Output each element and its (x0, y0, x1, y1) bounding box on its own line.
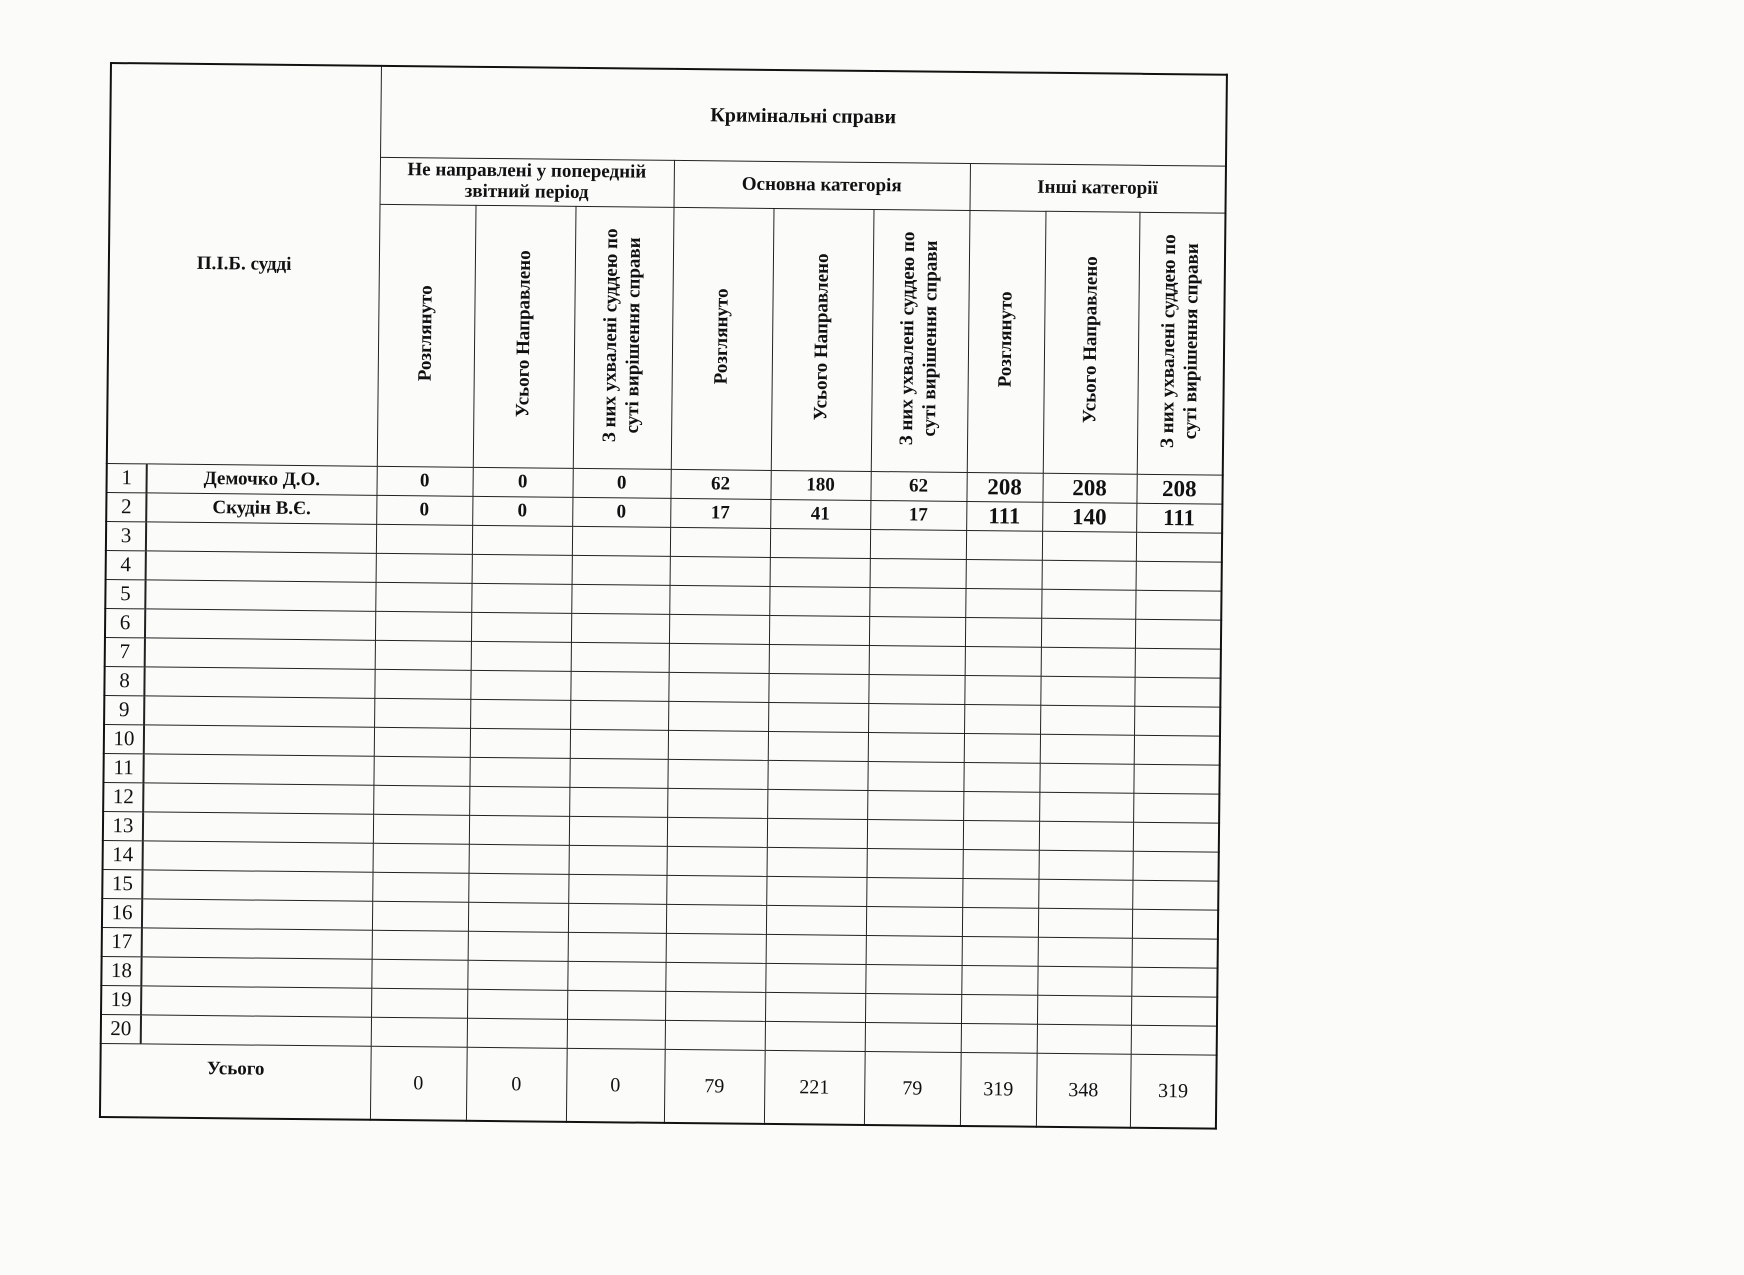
cell-main-total-sent: 180 (770, 470, 870, 500)
cell-other-considered (961, 965, 1037, 995)
cell-not-sent-considered (375, 611, 471, 641)
cell-not-sent-total-sent (469, 844, 569, 874)
row-number: 12 (103, 782, 143, 811)
cell-other-decided-on-merits: 208 (1136, 474, 1222, 504)
judge-name (142, 899, 372, 930)
cell-main-total-sent (768, 731, 868, 761)
subcol-header-other-total-sent (1043, 211, 1140, 474)
cell-not-sent-total-sent (468, 902, 568, 932)
subcol-header-other-considered (967, 211, 1046, 474)
row-number: 17 (102, 927, 142, 956)
total-main-decided-on-merits: 79 (864, 1051, 961, 1126)
cell-other-total-sent (1040, 734, 1134, 764)
cell-main-decided-on-merits (865, 993, 961, 1023)
cell-other-total-sent (1037, 1024, 1131, 1054)
cell-main-total-sent (765, 992, 865, 1022)
cell-not-sent-total-sent: 0 (472, 467, 572, 497)
row-number: 7 (105, 637, 145, 666)
cell-other-decided-on-merits (1131, 1025, 1217, 1055)
cell-main-considered (668, 701, 768, 731)
cell-main-considered (665, 1020, 765, 1050)
subcol-header-main-decided-on-merits (871, 210, 970, 473)
judge-name (144, 725, 374, 756)
cell-main-total-sent (766, 876, 866, 906)
cell-main-total-sent (767, 847, 867, 877)
cell-not-sent-total-sent (469, 815, 569, 845)
judge-name-header: П.І.Б. судді (107, 63, 381, 466)
subcol-header-text: Розглянуто (414, 284, 437, 381)
cell-not-sent-considered (373, 814, 469, 844)
subcol-header-text: З них ухвалені суддею по суті вирішення справи (896, 230, 943, 445)
subcol-header-main-considered (671, 207, 774, 470)
judge-name (145, 638, 375, 669)
cell-other-considered (961, 1023, 1037, 1053)
cell-not-sent-decided-on-merits (570, 729, 668, 759)
cell-other-considered (963, 762, 1039, 792)
cell-not-sent-total-sent (469, 757, 569, 787)
judge-name (144, 696, 374, 727)
cell-main-considered (668, 672, 768, 702)
cell-other-total-sent (1041, 618, 1135, 648)
cell-main-decided-on-merits (868, 674, 964, 704)
cell-not-sent-total-sent (468, 931, 568, 961)
cell-main-considered (669, 585, 769, 615)
cell-not-sent-considered (372, 872, 468, 902)
cell-main-decided-on-merits (869, 616, 965, 646)
cell-main-decided-on-merits (867, 819, 963, 849)
cell-not-sent-total-sent (470, 728, 570, 758)
cell-not-sent-total-sent (468, 873, 568, 903)
subcol-header-main-total-sent (771, 208, 874, 471)
row-number: 6 (105, 608, 145, 637)
group-header-other-categories: Інші категорії (969, 164, 1225, 214)
subcol-header-other-decided-on-merits (1137, 212, 1226, 475)
cell-other-considered (964, 733, 1040, 763)
cell-other-total-sent (1040, 705, 1134, 735)
judge-name: Демочко Д.О. (146, 464, 376, 495)
subcol-header-text: З них ухвалені суддею по суті вирішення справи (599, 227, 646, 442)
cell-not-sent-decided-on-merits (570, 671, 668, 701)
cell-other-decided-on-merits (1133, 822, 1219, 852)
total-other-decided-on-merits: 319 (1130, 1054, 1217, 1128)
cell-main-total-sent (770, 528, 870, 558)
cell-main-decided-on-merits (866, 877, 962, 907)
cell-not-sent-decided-on-merits (569, 758, 667, 788)
cell-not-sent-considered (374, 727, 470, 757)
cell-other-total-sent (1039, 821, 1133, 851)
cell-main-considered (666, 904, 766, 934)
cell-main-decided-on-merits (869, 587, 965, 617)
cell-not-sent-total-sent (467, 989, 567, 1019)
cell-not-sent-total-sent (472, 525, 572, 555)
subcol-header-text: З них ухвалені суддею по суті вирішення справи (1156, 233, 1203, 448)
judge-name: Скудін В.Є. (146, 493, 376, 524)
cell-other-total-sent (1042, 531, 1136, 561)
cell-not-sent-total-sent (467, 1018, 567, 1048)
cell-not-sent-total-sent (470, 699, 570, 729)
total-other-considered: 319 (960, 1052, 1037, 1126)
cell-not-sent-total-sent (470, 670, 570, 700)
cell-not-sent-considered (373, 756, 469, 786)
total-label: Усього (100, 1043, 371, 1119)
cell-not-sent-decided-on-merits (567, 1019, 665, 1049)
cell-not-sent-decided-on-merits (567, 990, 665, 1020)
cell-not-sent-decided-on-merits (571, 613, 669, 643)
judge-name (142, 870, 372, 901)
cell-main-considered (669, 643, 769, 673)
group-header-not-sent: Не направлені у попередній звітний період (380, 157, 674, 207)
judge-name (146, 551, 376, 582)
cell-main-total-sent (769, 586, 869, 616)
cell-other-total-sent (1038, 908, 1132, 938)
cell-other-decided-on-merits (1135, 648, 1221, 678)
cell-other-total-sent (1037, 995, 1131, 1025)
subcol-header-text: Розглянуто (710, 287, 733, 385)
total-row (100, 1043, 1217, 1128)
cell-main-decided-on-merits (866, 935, 962, 965)
cell-other-total-sent (1041, 647, 1135, 677)
cell-main-considered (666, 875, 766, 905)
cell-other-considered (965, 617, 1041, 647)
cell-other-decided-on-merits (1135, 619, 1221, 649)
subcol-header-not-sent-considered (377, 204, 476, 467)
cell-not-sent-considered (375, 640, 471, 670)
cell-other-considered (962, 907, 1038, 937)
cell-other-decided-on-merits (1136, 561, 1222, 591)
subcol-header-text: Усього Направлено (511, 250, 535, 418)
total-not-sent-considered: 0 (370, 1046, 467, 1121)
row-number: 3 (106, 521, 146, 550)
judge-name (143, 783, 373, 814)
cell-other-decided-on-merits (1132, 880, 1218, 910)
cell-other-considered (962, 849, 1038, 879)
cell-main-considered (667, 817, 767, 847)
cell-not-sent-considered (374, 698, 470, 728)
cell-main-total-sent (768, 673, 868, 703)
cell-main-decided-on-merits (870, 558, 966, 588)
cell-main-decided-on-merits: 62 (870, 471, 966, 501)
cell-other-total-sent: 140 (1042, 502, 1136, 532)
judge-name (145, 609, 375, 640)
cell-not-sent-decided-on-merits (569, 816, 667, 846)
cell-not-sent-decided-on-merits (569, 787, 667, 817)
row-number: 1 (106, 463, 146, 492)
cell-other-considered: 111 (966, 501, 1042, 531)
cell-not-sent-total-sent: 0 (472, 496, 572, 526)
cell-main-total-sent (768, 702, 868, 732)
cell-main-considered (665, 962, 765, 992)
row-number: 8 (104, 666, 144, 695)
cell-main-decided-on-merits (869, 645, 965, 675)
subcol-header-text: Усього Направлено (809, 253, 833, 421)
cell-other-considered: 208 (966, 472, 1042, 502)
cell-other-considered (964, 704, 1040, 734)
cell-not-sent-decided-on-merits (572, 526, 670, 556)
cell-main-decided-on-merits: 17 (870, 500, 966, 530)
cell-other-decided-on-merits (1132, 851, 1218, 881)
total-other-total-sent: 348 (1036, 1053, 1131, 1127)
cell-other-decided-on-merits (1135, 590, 1221, 620)
cell-other-considered (965, 646, 1041, 676)
cell-other-total-sent: 208 (1042, 473, 1136, 503)
cell-not-sent-considered: 0 (376, 495, 472, 525)
cell-not-sent-considered (371, 988, 467, 1018)
cell-other-total-sent (1039, 792, 1133, 822)
cell-not-sent-decided-on-merits (571, 642, 669, 672)
row-number: 15 (102, 869, 142, 898)
cell-not-sent-decided-on-merits (571, 584, 669, 614)
cell-other-total-sent (1040, 676, 1134, 706)
cell-not-sent-considered (371, 1017, 467, 1047)
row-number: 14 (103, 840, 143, 869)
cell-other-considered (965, 588, 1041, 618)
cell-not-sent-decided-on-merits (570, 700, 668, 730)
cell-other-considered (961, 994, 1037, 1024)
cell-other-considered (966, 559, 1042, 589)
row-number: 19 (101, 985, 141, 1014)
total-not-sent-total-sent: 0 (466, 1047, 567, 1122)
cell-not-sent-considered (372, 901, 468, 931)
cell-main-considered (668, 730, 768, 760)
cell-main-total-sent (766, 934, 866, 964)
cell-main-considered (665, 991, 765, 1021)
cell-not-sent-considered (376, 553, 472, 583)
cell-main-considered (669, 614, 769, 644)
cell-other-total-sent (1037, 966, 1131, 996)
court-report-sheet (99, 62, 1228, 1130)
row-number: 4 (106, 550, 146, 579)
cell-other-decided-on-merits (1131, 996, 1217, 1026)
cell-main-total-sent (770, 557, 870, 587)
judge-name (146, 522, 376, 553)
cell-main-decided-on-merits (865, 964, 961, 994)
subcol-header-not-sent-decided-on-merits (573, 206, 674, 469)
cell-not-sent-considered (372, 930, 468, 960)
cell-other-total-sent (1042, 560, 1136, 590)
row-number: 16 (102, 898, 142, 927)
cell-main-decided-on-merits (867, 848, 963, 878)
row-number: 20 (101, 1014, 141, 1043)
judge-name (141, 957, 371, 988)
cell-other-decided-on-merits (1134, 735, 1220, 765)
cell-not-sent-decided-on-merits: 0 (572, 497, 670, 527)
cell-main-total-sent (767, 760, 867, 790)
row-number: 2 (106, 492, 146, 521)
cell-not-sent-decided-on-merits (572, 555, 670, 585)
cell-other-total-sent (1038, 879, 1132, 909)
cell-main-considered (670, 527, 770, 557)
cell-main-considered (666, 933, 766, 963)
group-header-main-category: Основна категорія (674, 160, 970, 210)
total-not-sent-decided-on-merits: 0 (566, 1048, 665, 1123)
judge-name (143, 812, 373, 843)
row-number: 11 (103, 753, 143, 782)
cell-other-considered (963, 791, 1039, 821)
cell-main-total-sent (766, 905, 866, 935)
row-number: 18 (101, 956, 141, 985)
cell-not-sent-total-sent (471, 641, 571, 671)
cell-main-total-sent (769, 615, 869, 645)
cell-not-sent-total-sent (469, 786, 569, 816)
row-number: 10 (104, 724, 144, 753)
cell-not-sent-considered (371, 959, 467, 989)
cell-main-decided-on-merits (870, 529, 966, 559)
judge-name (141, 1015, 371, 1046)
cell-other-considered (962, 936, 1038, 966)
cell-main-total-sent (765, 1021, 865, 1051)
cell-not-sent-decided-on-merits (568, 932, 666, 962)
cell-other-decided-on-merits (1133, 764, 1219, 794)
judge-name (143, 841, 373, 872)
judge-name (143, 754, 373, 785)
cell-main-total-sent (765, 963, 865, 993)
cell-other-total-sent (1041, 589, 1135, 619)
cell-not-sent-total-sent (471, 612, 571, 642)
cell-other-considered (964, 675, 1040, 705)
cell-main-decided-on-merits (866, 906, 962, 936)
judge-name (144, 667, 374, 698)
cell-other-decided-on-merits: 111 (1136, 503, 1222, 533)
cell-not-sent-considered: 0 (376, 466, 472, 496)
cell-not-sent-considered (375, 582, 471, 612)
cell-main-total-sent (767, 818, 867, 848)
cell-not-sent-decided-on-merits: 0 (572, 468, 670, 498)
cell-other-total-sent (1038, 937, 1132, 967)
cell-not-sent-considered (376, 524, 472, 554)
cell-not-sent-total-sent (471, 583, 571, 613)
cell-other-decided-on-merits (1131, 967, 1217, 997)
cell-other-decided-on-merits (1132, 909, 1218, 939)
criminal-cases-header: Кримінальні справи (380, 66, 1227, 166)
cell-not-sent-considered (373, 785, 469, 815)
cell-not-sent-considered (374, 669, 470, 699)
cell-main-considered: 17 (670, 498, 770, 528)
cell-main-decided-on-merits (868, 732, 964, 762)
judge-name (141, 986, 371, 1017)
cell-not-sent-considered (373, 843, 469, 873)
total-main-total-sent: 221 (764, 1050, 865, 1125)
cell-not-sent-total-sent (467, 960, 567, 990)
judge-name (145, 580, 375, 611)
cell-main-considered (667, 846, 767, 876)
cell-main-decided-on-merits (867, 790, 963, 820)
cell-not-sent-decided-on-merits (568, 903, 666, 933)
judge-name (142, 928, 372, 959)
cell-main-considered (667, 759, 767, 789)
subcol-header-text: Розглянуто (994, 290, 1017, 387)
row-number: 13 (103, 811, 143, 840)
cell-main-total-sent (767, 789, 867, 819)
cell-not-sent-decided-on-merits (568, 874, 666, 904)
cell-other-decided-on-merits (1134, 706, 1220, 736)
subcol-header-text: Усього Направлено (1078, 256, 1102, 424)
subcol-header-not-sent-total-sent (473, 205, 576, 468)
criminal-cases-table (99, 62, 1228, 1130)
cell-not-sent-total-sent (472, 554, 572, 584)
cell-other-total-sent (1039, 763, 1133, 793)
cell-main-decided-on-merits (865, 1022, 961, 1052)
cell-main-decided-on-merits (867, 761, 963, 791)
cell-other-considered (966, 530, 1042, 560)
cell-main-considered (667, 788, 767, 818)
cell-main-total-sent: 41 (770, 499, 870, 529)
row-number: 5 (105, 579, 145, 608)
cell-other-decided-on-merits (1134, 677, 1220, 707)
cell-other-total-sent (1038, 850, 1132, 880)
cell-main-considered: 62 (670, 469, 770, 499)
cell-main-considered (670, 556, 770, 586)
cell-main-total-sent (769, 644, 869, 674)
cell-not-sent-decided-on-merits (567, 961, 665, 991)
cell-main-decided-on-merits (868, 703, 964, 733)
cell-other-decided-on-merits (1132, 938, 1218, 968)
row-number: 9 (104, 695, 144, 724)
total-main-considered: 79 (664, 1049, 765, 1124)
cell-other-decided-on-merits (1136, 532, 1222, 562)
cell-other-decided-on-merits (1133, 793, 1219, 823)
cell-other-considered (962, 878, 1038, 908)
cell-not-sent-decided-on-merits (569, 845, 667, 875)
cell-other-considered (963, 820, 1039, 850)
